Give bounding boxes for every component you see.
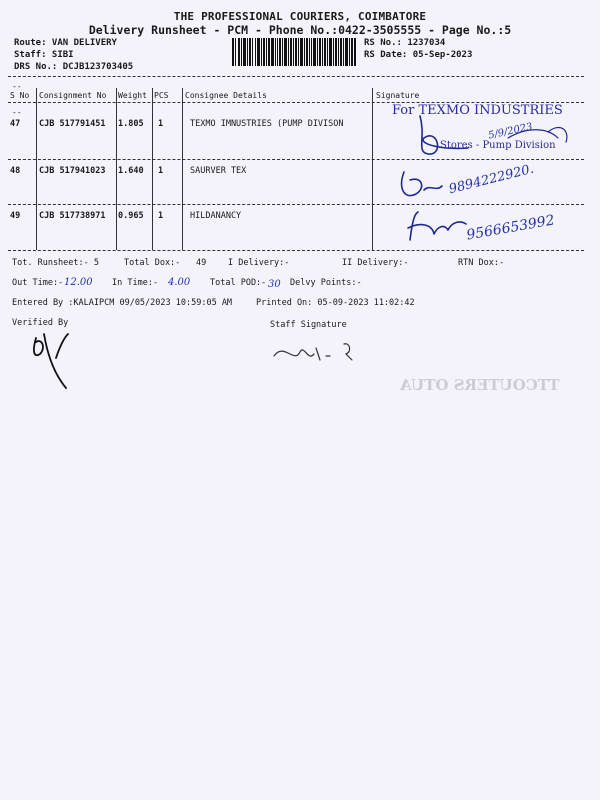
verified-by-label: Verified By (12, 318, 69, 328)
column-divider (36, 88, 37, 250)
handwritten-date: 5/9/2023 (487, 121, 534, 142)
phone-row-49: 9566653992 (465, 212, 556, 244)
column-divider (116, 88, 117, 250)
dash-mark: -- (12, 82, 22, 91)
row-consignee: SAURVER TEX (190, 166, 247, 176)
dash-mark: -- (12, 108, 22, 117)
row-sno: 47 (10, 119, 21, 129)
row-weight: 0.965 (118, 211, 144, 221)
col-header-consignee: Consignee Details (185, 91, 267, 100)
delvy-points: Delvy Points:- (290, 278, 362, 288)
printed-on: Printed On: 05-09-2023 11:02:42 (256, 298, 415, 308)
stamp-department: Stores - Pump Division (440, 140, 556, 151)
in-time-label: In Time:- (112, 278, 159, 288)
table-bottom-rule (8, 250, 584, 251)
company-title: THE PROFESSIONAL COURIERS, COIMBATORE (173, 10, 427, 23)
i-delivery: I Delivery:- (228, 258, 290, 268)
company-stamp: For TEXMO INDUSTRIES (392, 103, 563, 118)
col-header-signature: Signature (376, 91, 420, 100)
signature-row-49 (404, 206, 474, 248)
staff-signature (268, 334, 378, 370)
col-header-consignment: Consignment No (39, 91, 107, 100)
total-pod-value: 30 (268, 279, 281, 290)
route-label: Route: VAN DELIVERY (14, 38, 117, 48)
rs-date: RS Date: 05-Sep-2023 (364, 50, 473, 60)
row-consignee: TEXMO IMNUSTRIES (PUMP DIVISON (190, 119, 344, 129)
out-time-label: Out Time:- (12, 278, 64, 288)
rs-number: RS No.: 1237034 (364, 38, 446, 48)
row-weight: 1.805 (118, 119, 144, 129)
barcode (232, 38, 356, 66)
row-consignment: CJB 517941023 (39, 166, 106, 176)
rtn-dox: RTN Dox:- (458, 258, 505, 268)
col-header-weight: Weight (118, 91, 147, 100)
ii-delivery: II Delivery:- (342, 258, 409, 268)
total-dox-label: Total Dox:- (124, 258, 181, 268)
total-pod-label: Total POD:- (210, 278, 267, 288)
row-rule (8, 204, 584, 205)
entered-by: Entered By :KALAIPCM 09/05/2023 10:59:05 AM (12, 298, 233, 308)
runsheet-subtitle: Delivery Runsheet - PCM - Phone No.:0422-3505555 - Page No.:5 (88, 23, 512, 37)
row-consignment: CJB 517738971 (39, 211, 106, 221)
col-header-sno: S No (10, 91, 30, 100)
row-sno: 49 (10, 211, 21, 221)
out-time-value: 12.00 (64, 277, 93, 288)
phone-row-48: 9894222920. (447, 161, 536, 198)
column-divider (152, 88, 153, 250)
column-divider (372, 88, 373, 250)
staff-signature-label: Staff Signature (270, 320, 347, 330)
row-sno: 48 (10, 166, 21, 176)
total-runsheet: Tot. Runsheet:- 5 (12, 258, 99, 268)
signature-row-47 (398, 108, 578, 162)
col-header-pcs: PCS (154, 91, 169, 100)
total-dox-value: 49 (196, 258, 207, 268)
row-consignment: CJB 517791451 (39, 119, 106, 129)
row-pcs: 1 (158, 166, 164, 176)
signature-row-48 (396, 166, 456, 206)
verifier-signature (26, 328, 86, 392)
table-top-rule (8, 76, 584, 77)
row-pcs: 1 (158, 119, 164, 129)
in-time-value: 4.00 (168, 277, 191, 288)
drs-number: DRS No.: DCJB123703405 (14, 62, 134, 72)
row-consignee: HILDANANCY (190, 211, 242, 221)
row-weight: 1.640 (118, 166, 144, 176)
staff-label: Staff: SIBI (14, 50, 74, 60)
column-divider (182, 88, 183, 250)
row-pcs: 1 (158, 211, 164, 221)
watermark-text: TTCOUTERS OTUA (400, 376, 560, 394)
